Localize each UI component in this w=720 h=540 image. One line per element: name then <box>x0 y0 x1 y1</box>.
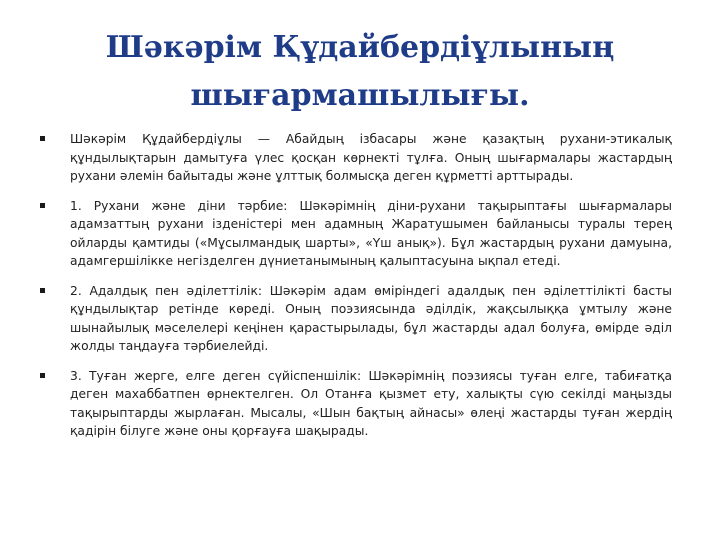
bullet-item <box>40 367 672 441</box>
bullet-item <box>40 197 672 271</box>
bullet-list <box>40 130 672 452</box>
bullet-text: Шәкәрім Құдайбердіұлы — Абайдың ізбасары және қазақтың рухани-этикалық құндылықтарын дамытуға үлес қосқан көрнекті тұлға. Оның шығармалары жастардың рухани әлемін байытады және ұлттық болмысқа деген құрметті арттырады. <box>70 132 672 183</box>
bullet-text: 3. Туған жерге, елге деген сүйіспеншілік: Шәкәрімнің поэзиясы туған елге, табиғатқа деген махаббатпен өрнектелген. Ол Отанға қызмет ету, халықты сүю секілді маңызды тақырыптарды жырлаған. Мысалы, «Шын бақтың айнасы» өлеңі жастарды туған жердің қадірін білуге және оны қорғауға шақырады. <box>70 368 672 438</box>
bullet-item <box>40 130 672 186</box>
bullet-text: 2. Адалдық пен әділеттілік: Шәкәрім адам өміріндегі адалдық пен әділеттілікті басты құндылықтар ретінде көреді. Оның поэзиясында әділдік, жақсылыққа ұмтылу және шынайылық мәселелері кеңінен қарастырылады, бұл жастарды адал болуға, өмірде әділ жолды таңдауға тәрбиелейді. <box>70 283 672 353</box>
square-bullet-icon <box>40 288 45 293</box>
square-bullet-icon <box>40 373 45 378</box>
slide-title-line-1: Шәкәрім Құдайбердіұлының <box>105 30 615 65</box>
slide-title <box>40 24 680 120</box>
square-bullet-icon <box>40 136 45 141</box>
square-bullet-icon <box>40 203 45 208</box>
bullet-item <box>40 282 672 356</box>
slide-title-line-2: шығармашылығы. <box>190 78 530 113</box>
bullet-text: 1. Рухани және діни тәрбие: Шәкәрімнің діни-рухани тақырыптағы шығармалары адамзаттың рухани ізденістері мен адамның Жаратушымен байланысы туралы терең ойларды қамтиды («Мұсылмандық шарты», «Үш анық»). Бұл жастардың рухани дамуына, адамгершілікке негізделген дүниетанымының қалыптасуына ықпал етеді. <box>70 198 672 268</box>
